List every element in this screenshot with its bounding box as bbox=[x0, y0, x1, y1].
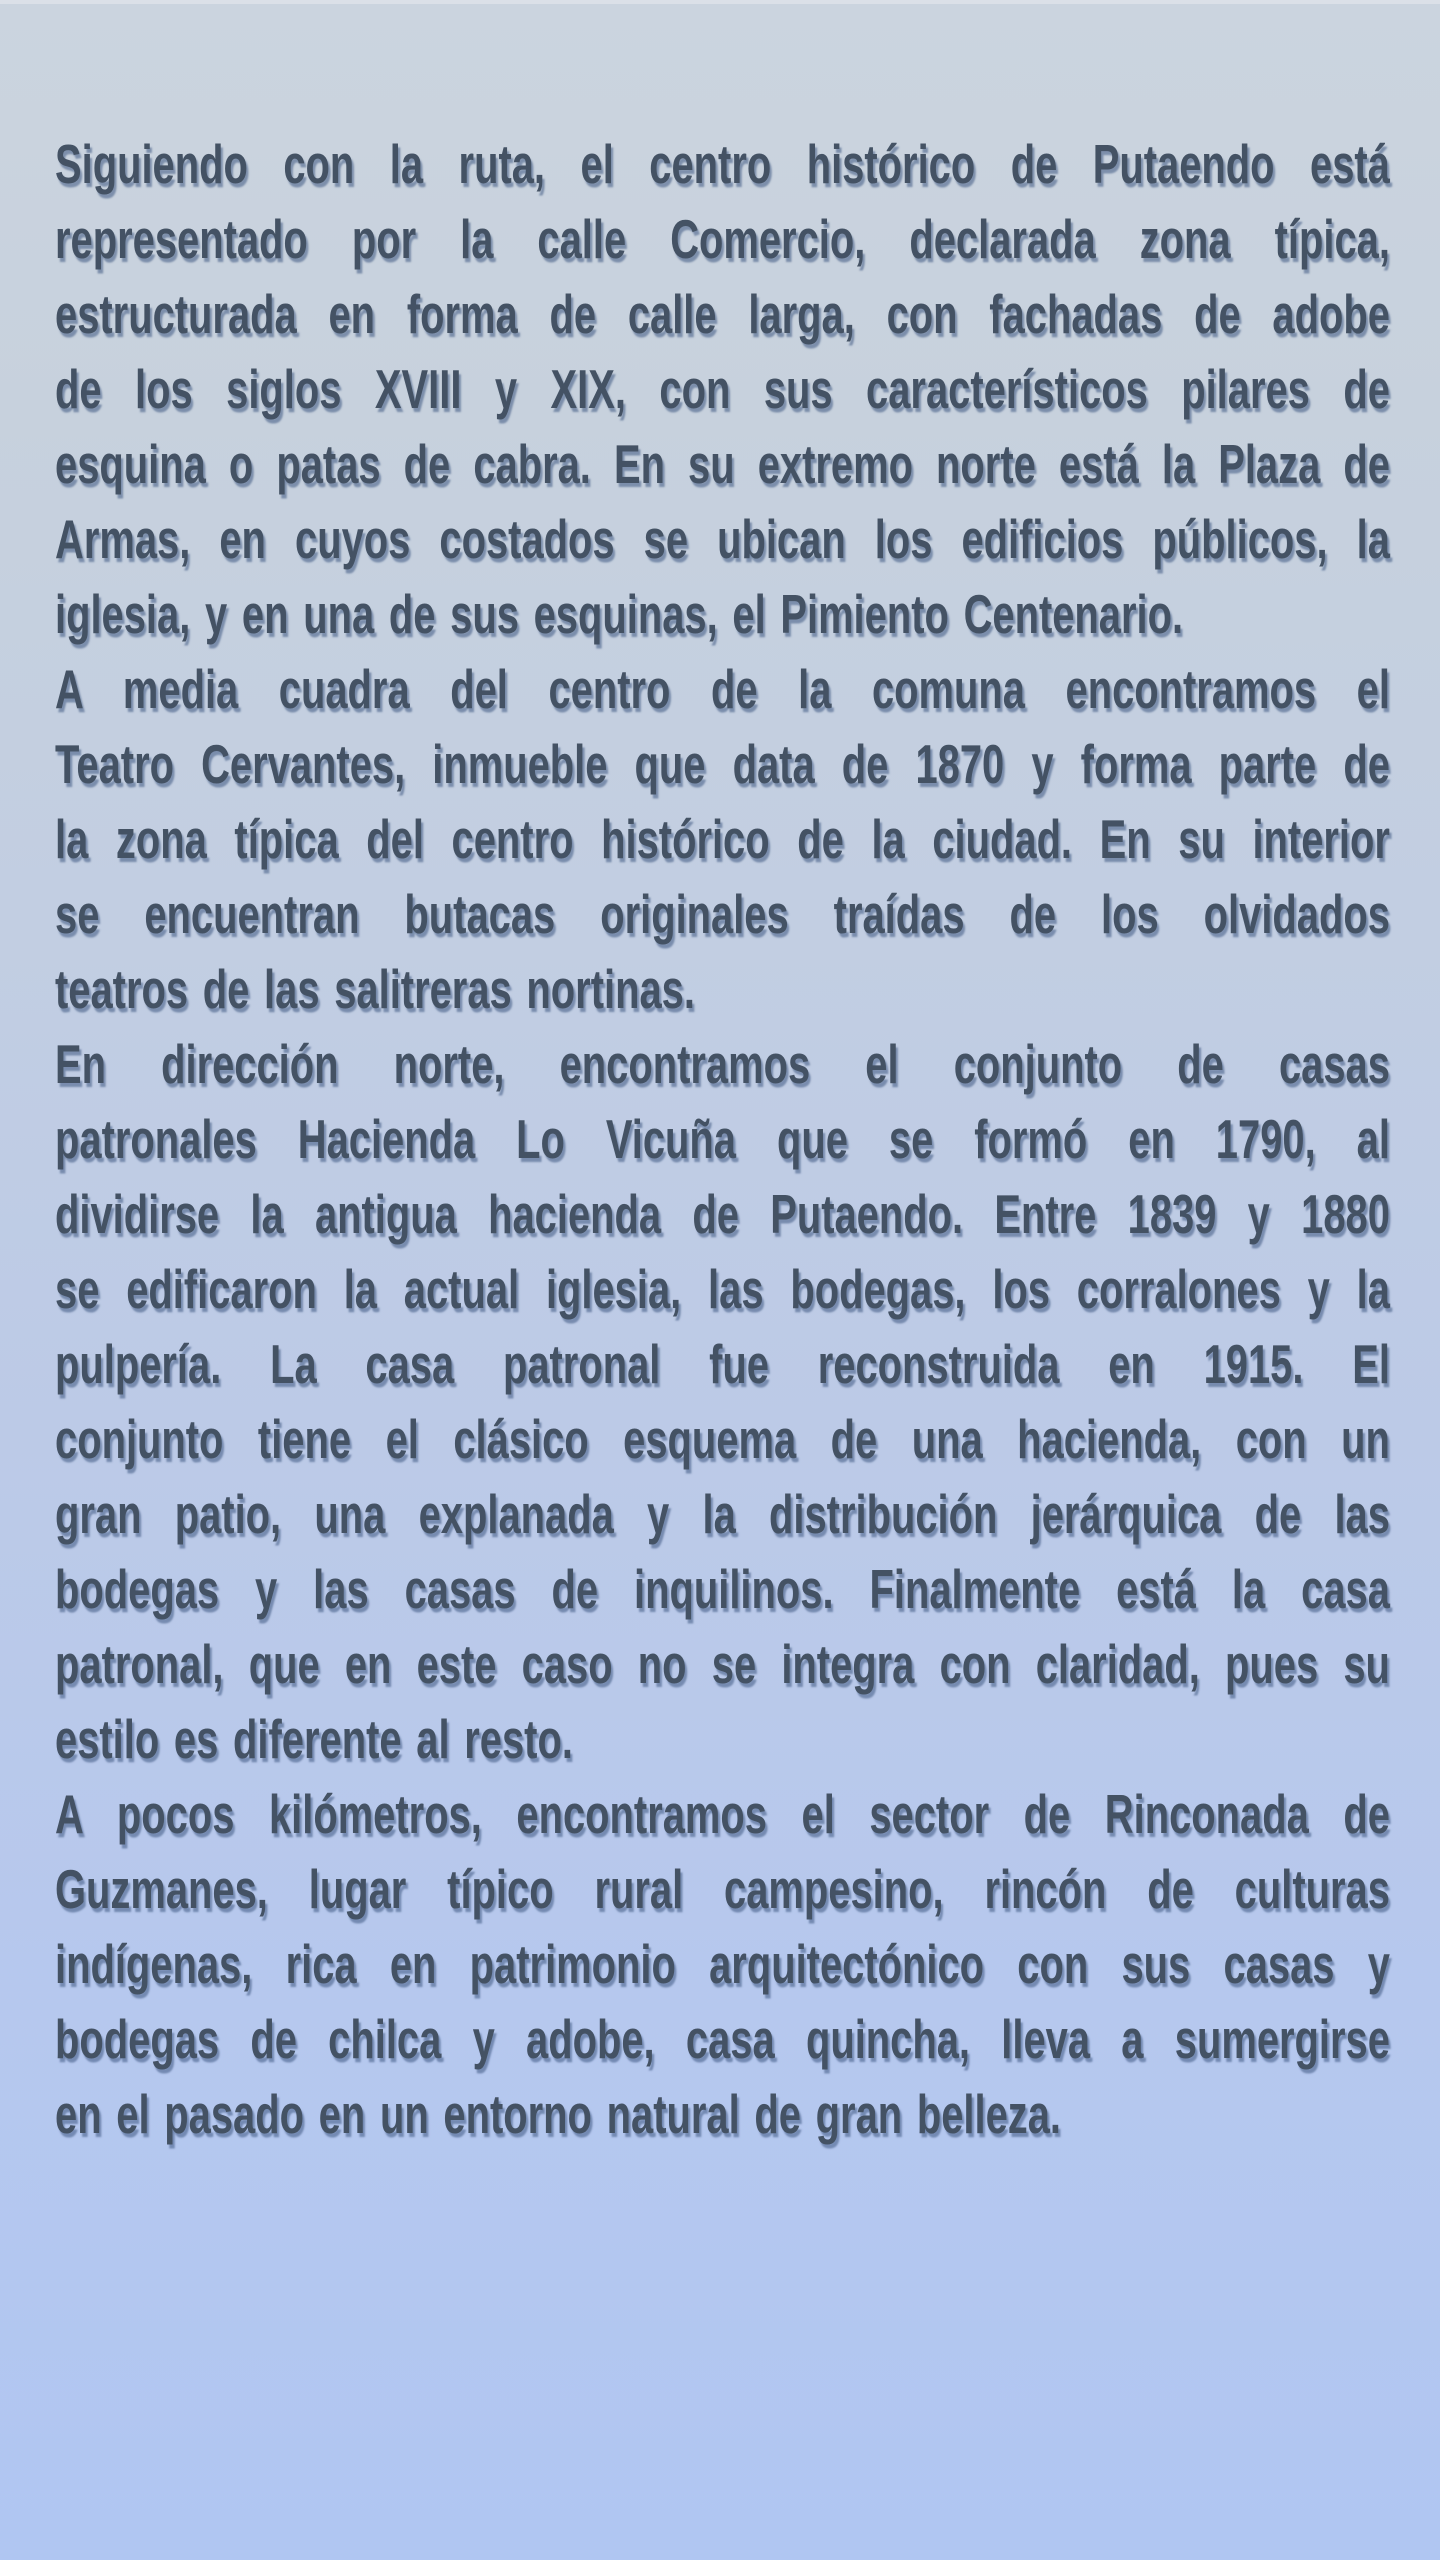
text-line: estilo es diferente al resto. bbox=[55, 1708, 573, 1770]
paragraph-1 bbox=[55, 127, 1390, 652]
text-line: bodegas y las casas de inquilinos. Finalmente está la casa bbox=[55, 1558, 1390, 1620]
text-line: representado por la calle Comercio, declarada zona típica, bbox=[55, 208, 1390, 270]
text-line: gran patio, una explanada y la distribución jerárquica de las bbox=[55, 1483, 1390, 1545]
text-line: conjunto tiene el clásico esquema de una hacienda, con un bbox=[55, 1408, 1390, 1470]
text-line: iglesia, y en una de sus esquinas, el Pimiento Centenario. bbox=[55, 583, 1184, 645]
text-line: bodegas de chilca y adobe, casa quincha, lleva a sumergirse bbox=[55, 2008, 1390, 2070]
text-line: Teatro Cervantes, inmueble que data de 1870 y forma parte de bbox=[55, 733, 1390, 795]
text-line: A pocos kilómetros, encontramos el sector de Rinconada de bbox=[55, 1783, 1390, 1845]
text-line: esquina o patas de cabra. En su extremo norte está la Plaza de bbox=[55, 433, 1390, 495]
top-edge-strip bbox=[0, 0, 1440, 4]
text-line: en el pasado en un entorno natural de gran belleza. bbox=[55, 2083, 1062, 2145]
text-line: A media cuadra del centro de la comuna encontramos el bbox=[55, 658, 1390, 720]
text-line: Armas, en cuyos costados se ubican los edificios públicos, la bbox=[55, 508, 1390, 570]
text-line: se encuentran butacas originales traídas de los olvidados bbox=[55, 883, 1390, 945]
text-line: de los siglos XVIII y XIX, con sus característicos pilares de bbox=[55, 358, 1390, 420]
text-line: patronales Hacienda Lo Vicuña que se formó en 1790, al bbox=[55, 1108, 1390, 1170]
text-line: Guzmanes, lugar típico rural campesino, rincón de culturas bbox=[55, 1858, 1390, 1920]
text-line: En dirección norte, encontramos el conjunto de casas bbox=[55, 1033, 1390, 1095]
text-line: la zona típica del centro histórico de la ciudad. En su interior bbox=[55, 808, 1390, 870]
paragraph-4 bbox=[55, 1777, 1390, 2152]
text-line: indígenas, rica en patrimonio arquitectónico con sus casas y bbox=[55, 1933, 1390, 1995]
text-line: pulpería. La casa patronal fue reconstruida en 1915. El bbox=[55, 1333, 1390, 1395]
text-line: estructurada en forma de calle larga, con fachadas de adobe bbox=[55, 283, 1390, 345]
article-text-block bbox=[55, 127, 1390, 2152]
paragraph-2 bbox=[55, 652, 1390, 1027]
text-line: dividirse la antigua hacienda de Putaendo. Entre 1839 y 1880 bbox=[55, 1183, 1390, 1245]
text-line: se edificaron la actual iglesia, las bodegas, los corralones y la bbox=[55, 1258, 1390, 1320]
text-line: teatros de las salitreras nortinas. bbox=[55, 958, 695, 1020]
text-line: patronal, que en este caso no se integra con claridad, pues su bbox=[55, 1633, 1390, 1695]
paragraph-3 bbox=[55, 1027, 1390, 1777]
text-line: Siguiendo con la ruta, el centro histórico de Putaendo está bbox=[55, 133, 1390, 195]
